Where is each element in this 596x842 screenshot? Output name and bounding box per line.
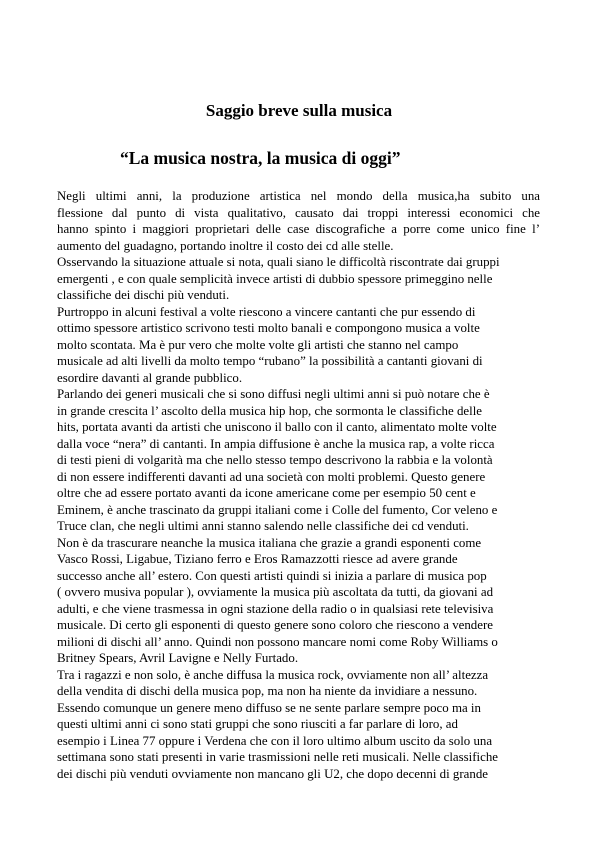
text-line: classifiche dei dischi più venduti.: [57, 288, 230, 302]
text-line: esempio i Linea 77 oppure i Verdena che con il loro ultimo album uscito da solo una: [57, 733, 493, 748]
text-line: Essendo comunque un genere meno diffuso se ne sente parlare sempre poco ma in: [57, 700, 481, 715]
text-line: Britney Spears, Avril Lavigne e Nelly Furtado.: [57, 651, 299, 665]
text-line: oltre che ad essere portato avanti da icone americane come per esempio 50 cent e: [57, 486, 476, 500]
text-line: in grande crescita l’ ascolto della musica hip hop, che sormonta le classifiche delle: [57, 403, 482, 418]
text-line: della vendita di dischi della musica pop, ma non ha niente da invidiare a nessuno.: [57, 684, 478, 698]
text-line: musicale. Di certo gli esponenti di questo genere sono coloro che riescono a vendere: [57, 618, 493, 632]
text-line: Parlando dei generi musicali che si sono diffusi negli ultimi anni si può notare che è: [57, 387, 490, 401]
text-line: Non è da trascurare neanche la musica italiana che grazie a grandi esponenti come: [57, 535, 482, 550]
text-line: Truce clan, che negli ultimi anni stanno salendo nelle classifiche dei cd venduti.: [57, 519, 469, 533]
text-line: adulti, e che viene trasmessa in ogni stazione della radio o in qualsiasi rete televisiva: [57, 601, 494, 616]
text-line: Negli ultimi anni, la produzione artistica nel mondo della musica,ha subito una: [57, 189, 540, 203]
text-line: aumento del guadagno, portando inoltre il costo dei cd alle stelle.: [57, 238, 394, 253]
text-line: di testi pieni di volgarità ma che nello stesso tempo descrivono la rabbia e la volontà: [57, 453, 493, 467]
text-line: emergenti , e con quale semplicità invece artisti di dubbio spessore primeggino nelle: [57, 271, 493, 286]
text-line: Purtroppo in alcuni festival a volte riescono a vincere cantanti che pur essendo di: [57, 304, 476, 319]
text-line: ( ovvero musiva popular ), ovviamente la musica più ascoltata da tutti, da giovani ad: [57, 585, 494, 599]
text-line: Tra i ragazzi e non solo, è anche diffusa la musica rock, ovviamente non all’ altezza: [57, 667, 489, 682]
text-line: settimana sono stati presenti in varie trasmissioni nelle reti musicali. Nelle classifiche: [57, 750, 499, 764]
text-line: questi ultimi anni ci sono stati gruppi che sono riusciti a far parlare di loro, ad: [57, 717, 458, 731]
text-line: di non essere indifferenti davanti ad una società con molti problemi. Questo genere: [57, 469, 486, 484]
text-line: dei dischi più venduti ovviamente non mancano gli U2, che dopo decenni di grande: [57, 766, 489, 781]
text-line: dalla voce “nera” di cantanti. In ampia diffusione è anche la musica rap, a volte ricca: [57, 436, 495, 451]
page-title: Saggio breve sulla musica: [205, 101, 393, 120]
text-line: Vasco Rossi, Ligabue, Tiziano ferro e Eros Ramazzotti riesce ad avere grande: [57, 552, 458, 566]
text-line: milioni di dischi all’ anno. Quindi non possono mancare nomi come Roby Williams o: [57, 634, 498, 649]
text-line: hits, portata avanti da artisti che uniscono il ballo con il canto, alimentato molte volte: [57, 420, 497, 434]
text-line: successo anche all’ estero. Con questi artisti quindi si inizia a parlare di musica pop: [57, 568, 487, 583]
text-line: esordire davanti al grande pubblico.: [57, 370, 243, 385]
text-line: hanno spinto i maggiori proprietari delle case discografiche a porre come unico fine l’: [57, 222, 540, 236]
text-line: Osservando la situazione attuale si nota, quali siano le difficoltà riscontrate dai gruppi: [57, 255, 500, 269]
text-line: Eminem, è anche trascinato da gruppi italiani come i Colle del fumento, Cor veleno e: [57, 502, 498, 517]
essay-body: [57, 188, 540, 782]
text-line: musicale ad alti livelli da molto tempo “rubano” la possibilità a cantanti giovani di: [57, 354, 483, 368]
text-line: ottimo spessore artistico scrivono testi molto banali e compongono musica a volte: [57, 321, 480, 335]
text-line: flessione dal punto di vista qualitativo, causato dai troppi interessi economici che: [57, 205, 540, 220]
page-subtitle: “La musica nostra, la musica di oggi”: [120, 148, 401, 168]
text-line: molto scontata. Ma è pur vero che molte volte gli artisti che stanno nel campo: [57, 337, 459, 352]
